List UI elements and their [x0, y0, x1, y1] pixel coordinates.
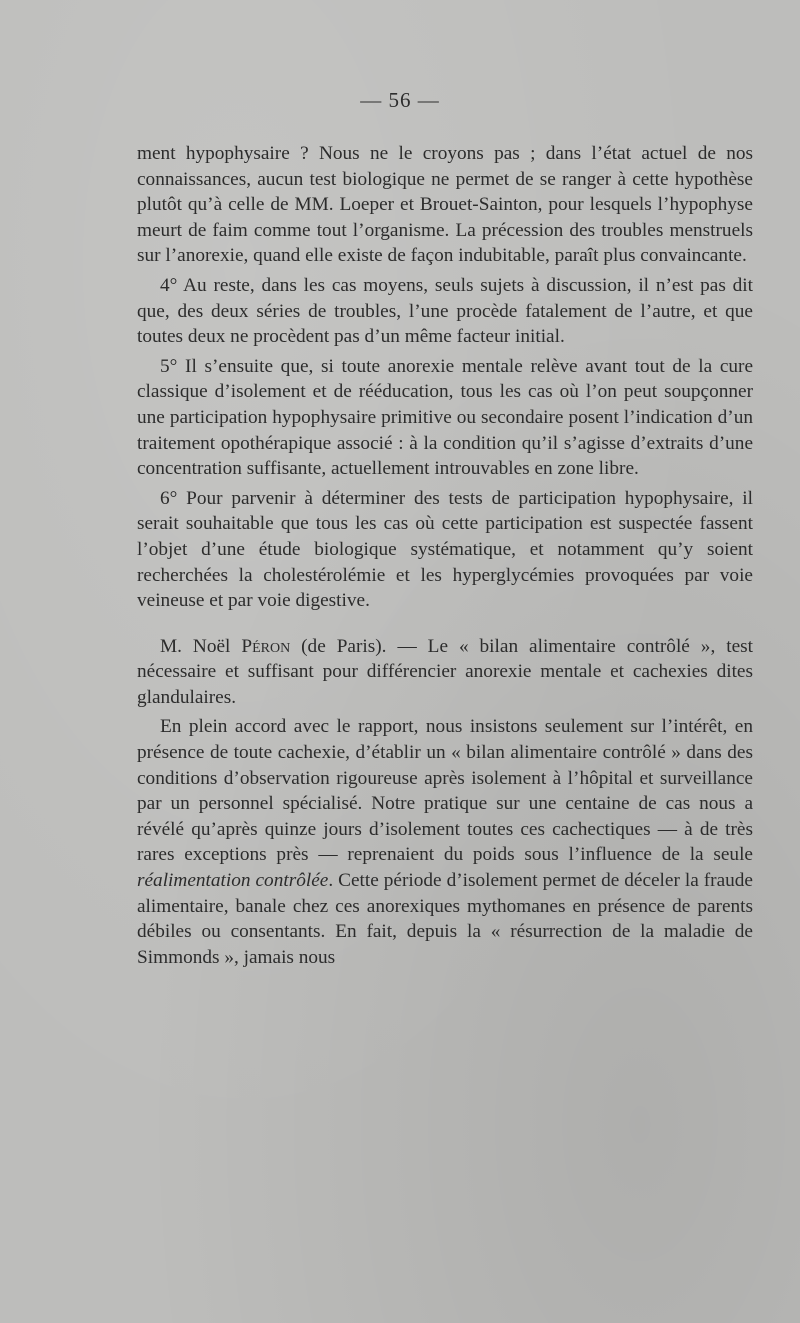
- argument-after: . Cette période d’isolement permet de déceler la fraude alimentaire, banale chez ces anorexiques mythomanes en présence de parents débiles ou consentants. En fait, depuis la « résurrection de la maladie de Simmonds », jamais nous: [137, 870, 753, 968]
- argument-before: En plein accord avec le rapport, nous insistons seulement sur l’intérêt, en présence de toute cachexie, d’établir un « bilan alimentaire contrôlé » dans des conditions d’observation rigoureuse après isolement à l’hôpital et surveillance par un personnel spécialisé. Notre pratique sur une centaine de cas nous a révélé qu’après quinze jours d’isolement toutes ces cachectiques — à de très rares exceptions près — reprenaient du poids sous l’influence de la seule: [137, 716, 753, 866]
- body-text: [137, 141, 753, 974]
- paragraph-point-5: 5° Il s’ensuite que, si toute anorexie mentale relève avant tout de la cure classique d’isolement et de rééducation, tous les cas où l’on peut soupçonner une participation hypophysaire primitive ou secondaire posent l’indication d’un traitement opothérapique associé : à la condition qu’il s’agisse d’extraits d’une concentration suffisante, actuellement introuvables en zone libre.: [137, 355, 753, 480]
- paragraph-argument: [137, 714, 753, 970]
- speaker-lead: M. Noël: [160, 635, 242, 657]
- speaker-rest: (de Paris). — Le « bilan alimentaire contrôlé », test nécessaire et suffisant pour différencier anorexie mentale et cachexies dites glandulaires.: [137, 635, 753, 708]
- paragraph-speaker-intro: [137, 634, 753, 711]
- paragraph-point-6: 6° Pour parvenir à déterminer des tests de participation hypophysaire, il serait souhaitable que tous les cas où cette participation est suspectée fassent l’objet d’une étude biologique systématique, et notamment qu’y soient recherchées la cholestérolémie et les hyperglycémies provoquées par voie veineuse et par voie digestive.: [137, 487, 753, 612]
- speaker-name: Péron: [241, 635, 291, 657]
- paragraph-point-4: 4° Au reste, dans les cas moyens, seuls sujets à discussion, il n’est pas dit que, des deux séries de troubles, l’une procède fatalement de l’autre, et que toutes deux ne procèdent pas d’un même facteur initial.: [137, 274, 753, 348]
- page-number: — 56 —: [360, 88, 440, 112]
- argument-emphasis: réalimentation contrôlée: [137, 870, 329, 892]
- paragraph-continuation: ment hypophysaire ? Nous ne le croyons pas ; dans l’état actuel de nos connaissances, aucun test biologique ne permet de se ranger à cette hypothèse plutôt qu’à celle de MM. Loeper et Brouet-Sainton, pour lesquels l’hypophyse meurt de faim comme tout l’organisme. La précession des troubles menstruels sur l’anorexie, quand elle existe de façon indubitable, paraît plus convaincante.: [137, 143, 753, 267]
